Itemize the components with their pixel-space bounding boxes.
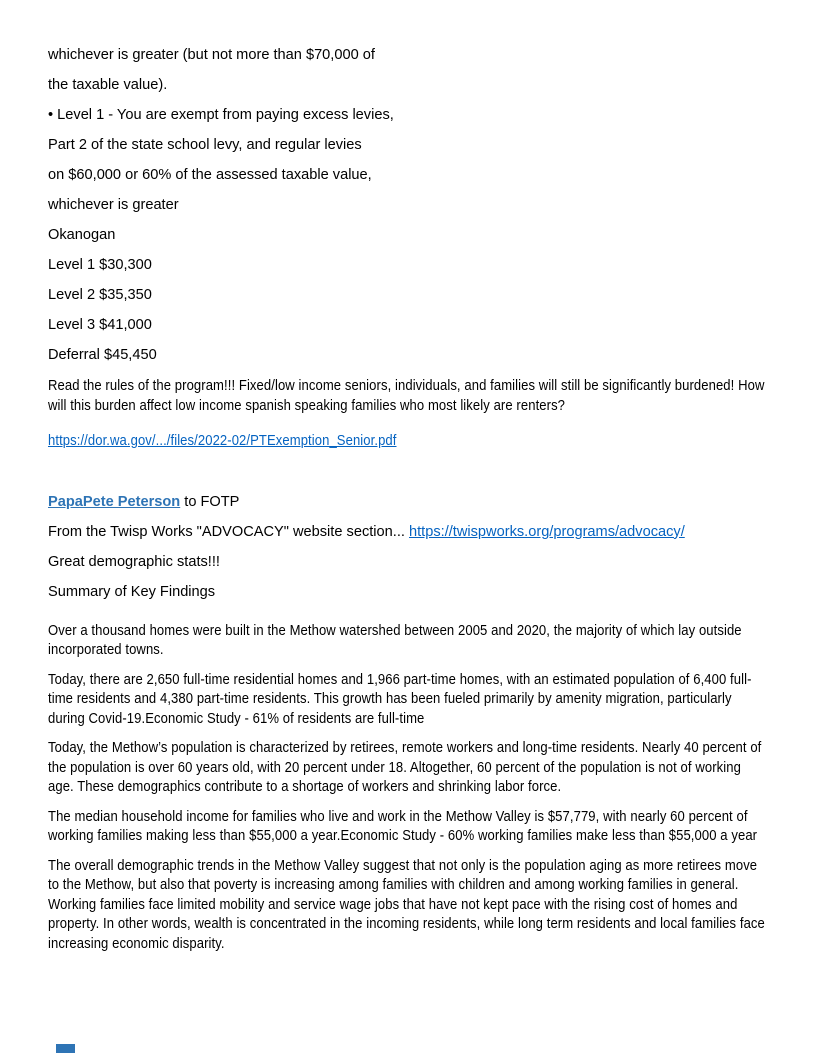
author-profile-link[interactable]: PapaPete Peterson [48,493,181,510]
post2-paragraph-income: The median household income for families who live and work in the Methow Valley is $57,779, with nearly 60 percent of working families making less than $55,000 a year.Economic Study - 60% working families make less than $55,000 a year [48,807,758,844]
document-content [48,46,770,963]
intro-text: From the Twisp Works "ADVOCACY" website section... [48,523,409,540]
post1-line-level2: Level 2 $35,350 [48,287,152,303]
post2-paragraph-demographics: Today, the Methow’s population is characterized by retirees, remote workers and long-time residents. Nearly 40 percent of the population is over 60 years old, with 20 percent under 18. Altogether, 60 percent of the population is not of working age. These demographics contribute to a shortage of workers and shrinking labor force. [48,739,762,795]
post2-summary-heading: Summary of Key Findings [48,583,216,600]
post1-link-line [48,431,770,451]
pdf-exemption-link[interactable]: https://dor.wa.gov/.../files/2022-02/PTExemption_Senior.pdf [48,432,397,449]
author-destination-text: to FOTP [180,493,240,510]
post1-line: on $60,000 or 60% of the assessed taxable value, [48,167,372,183]
post1-line: whichever is greater (but not more than $70,000 of [48,47,375,63]
post2-paragraph-homes-built: Over a thousand homes were built in the Methow watershed between 2005 and 2020, the majority of which lay outside incorporated towns. [48,621,742,658]
post2-paragraph-trends: The overall demographic trends in the Methow Valley suggest that not only is the population aging as more retirees move to the Methow, but also that poverty is increasing among families with children and among working families in general. Working families face limited mobility and service wage jobs that have not kept pace with the rising cost of homes and property. In other words, wealth is concentrated in the incoming residents, while long term residents and local families face increasing economic disparity. [48,856,765,952]
post1-line: whichever is greater [48,197,179,213]
post2-intro-line [48,523,770,542]
post2-paragraph-population: Today, there are 2,650 full-time residential homes and 1,966 part-time homes, with an estimated population of 6,400 full-time residents and 4,380 part-time residents. This growth has been fueled primarily by amenity migration, particularly during Covid-19.Economic Study - 61% of residents are full-time [48,670,752,727]
post1-line-bullet: • Level 1 - You are exempt from paying excess levies, [48,107,394,123]
post1-line-county: Okanogan [48,227,116,243]
post1-warning-paragraph: Read the rules of the program!!! Fixed/low income seniors, individuals, and families will still be significantly burdened! How will this burden affect low income spanish speaking families who most likely are renters? [48,377,765,414]
post2-exclaim-line: Great demographic stats!!! [48,553,220,570]
post1-line: the taxable value). [48,77,168,93]
twispworks-advocacy-link[interactable]: https://twispworks.org/programs/advocacy/ [409,523,685,540]
post1-line-deferral: Deferral $45,450 [48,347,157,363]
post1-line: Part 2 of the state school levy, and regular levies [48,137,362,153]
post2-author-line [48,493,770,512]
clipped-link-fragment[interactable] [56,1044,75,1053]
post1-line-level3: Level 3 $41,000 [48,317,152,333]
post1-line-level1: Level 1 $30,300 [48,257,152,273]
